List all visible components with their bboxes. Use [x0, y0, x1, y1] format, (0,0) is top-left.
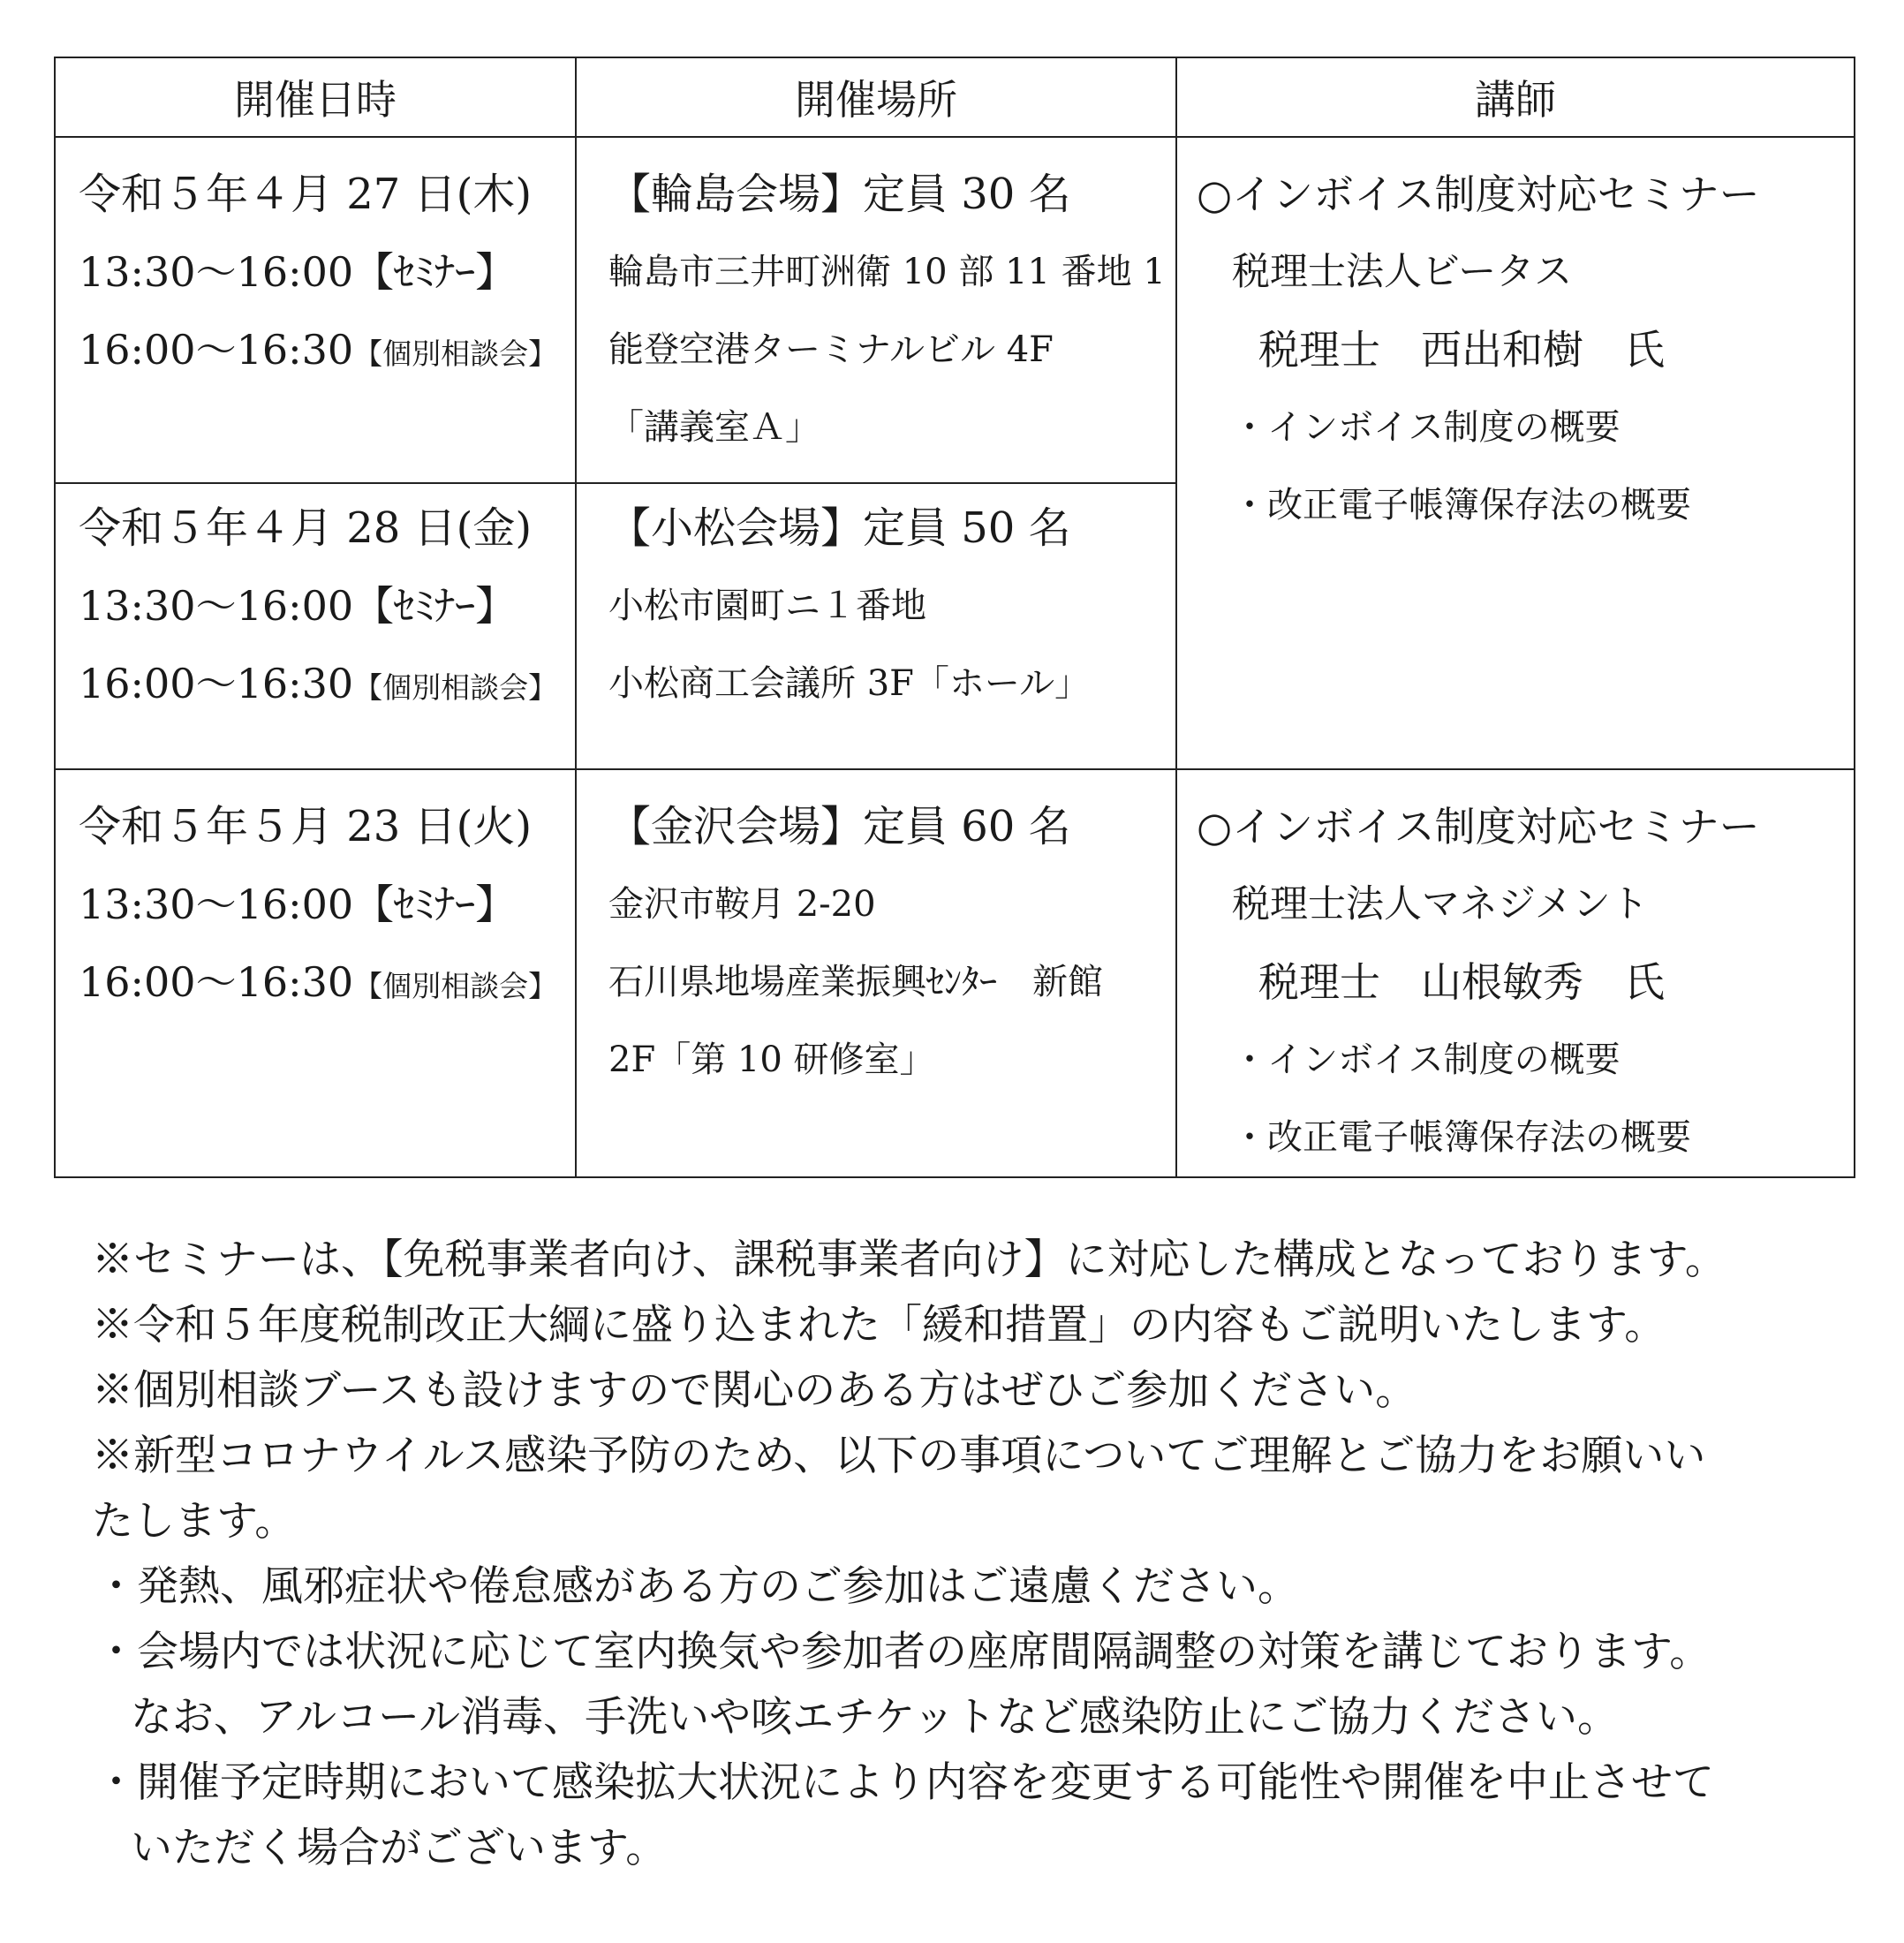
session-date: 令和５年４月 27 日(木)	[79, 170, 533, 219]
lecturer-firm: 税理士法人マネジメント	[1232, 882, 1649, 926]
seminar-time-line	[79, 233, 575, 311]
note-line: ※新型コロナウイルス感染予防のため、以下の事項についてご理解とご協力をお願いい	[92, 1432, 1706, 1480]
venue-building: 石川県地場産業振興ｾﾝﾀｰ 新館	[608, 962, 1103, 1002]
consult-time-line	[79, 645, 575, 722]
topic-item: ・インボイス制度の概要	[1232, 407, 1621, 448]
venue-cell	[576, 137, 1176, 483]
topic-item: ・改正電子帳簿保存法の概要	[1232, 1117, 1691, 1158]
seminar-tag: 【ｾﾐﾅｰ】	[353, 881, 517, 928]
seminar-time: 13:30～16:00	[79, 582, 354, 630]
header-lecturer: 講師	[1176, 57, 1855, 137]
seminar-time: 13:30～16:00	[79, 248, 354, 296]
note-line: ※個別相談ブースも設けますので関心のある方はぜひご参加ください。	[92, 1366, 1417, 1415]
venue-title: 【輪島会場】定員 30 名	[608, 170, 1071, 219]
notes-section	[92, 1228, 1849, 1881]
venue-title: 【小松会場】定員 50 名	[608, 503, 1071, 553]
table-row	[55, 137, 1855, 483]
note-bullet: ・発熱、風邪症状や倦怠感がある方のご参加はご遠慮ください。	[95, 1562, 1299, 1611]
seminar-name: ○インボイス制度対応セミナー	[1197, 803, 1760, 851]
venue-cell	[576, 483, 1176, 769]
seminar-tag: 【ｾﾐﾅｰ】	[353, 582, 517, 630]
venue-address: 輪島市三井町洲衛 10 部 11 番地 1	[608, 252, 1166, 292]
table-header-row	[55, 57, 1855, 137]
schedule-table	[54, 57, 1855, 1178]
lecturer-cell	[1176, 137, 1855, 769]
consult-tag: 【個別相談会】	[353, 670, 558, 705]
consult-time-line	[79, 311, 575, 389]
seminar-time-line	[79, 866, 575, 943]
lecturer-firm: 税理士法人ビータス	[1232, 250, 1573, 294]
seminar-name: ○インボイス制度対応セミナー	[1197, 170, 1760, 218]
note-line: ※セミナーは、【免税事業者向け、課税事業者向け】に対応した構成となっております。	[92, 1236, 1726, 1284]
consult-time-line	[79, 943, 575, 1021]
session-date: 令和５年４月 28 日(金)	[79, 503, 533, 553]
venue-cell	[576, 769, 1176, 1177]
datetime-cell	[55, 483, 576, 769]
table-row	[55, 769, 1855, 1177]
consult-time: 16:00～16:30	[79, 958, 354, 1006]
note-line: いただく場合がございます。	[131, 1824, 668, 1872]
venue-building: 小松商工会議所 3F「ホール」	[608, 663, 1091, 704]
lecturer-cell	[1176, 769, 1855, 1177]
venue-title: 【金沢会場】定員 60 名	[608, 802, 1071, 851]
topic-item: ・インボイス制度の概要	[1232, 1040, 1621, 1080]
seminar-time: 13:30～16:00	[79, 881, 354, 928]
note-bullet: ・会場内では状況に応じて室内換気や参加者の座席間隔調整の対策を講じております。	[95, 1628, 1711, 1676]
venue-address: 金沢市鞍月 2-20	[608, 884, 876, 925]
header-venue: 開催場所	[576, 57, 1176, 137]
datetime-cell	[55, 137, 576, 483]
venue-address: 小松市園町ニ１番地	[608, 586, 926, 626]
venue-room: 2F「第 10 研修室」	[608, 1040, 935, 1080]
note-line: ※令和５年度税制改正大綱に盛り込まれた「緩和措置」の内容もご説明いたします。	[92, 1301, 1666, 1350]
consult-time: 16:00～16:30	[79, 326, 354, 374]
session-date: 令和５年５月 23 日(火)	[79, 802, 533, 851]
venue-room: 「講義室Ａ」	[608, 407, 820, 448]
note-bullet: ・開催予定時期において感染拡大状況により内容を変更する可能性や開催を中止させて	[95, 1758, 1714, 1807]
note-line: なお、アルコール消毒、手洗いや咳エチケットなど感染防止にご協力ください。	[131, 1693, 1619, 1742]
venue-building: 能登空港ターミナルビル 4F	[608, 329, 1054, 370]
datetime-cell	[55, 769, 576, 1177]
seminar-time-line	[79, 567, 575, 645]
consult-tag: 【個別相談会】	[353, 969, 558, 1003]
note-line: たします。	[92, 1497, 297, 1546]
consult-tag: 【個別相談会】	[353, 336, 558, 371]
seminar-tag: 【ｾﾐﾅｰ】	[353, 248, 517, 296]
lecturer-name: 税理士 山根敏秀 氏	[1258, 958, 1665, 1006]
header-datetime: 開催日時	[55, 57, 576, 137]
lecturer-name: 税理士 西出和樹 氏	[1258, 326, 1665, 374]
consult-time: 16:00～16:30	[79, 660, 354, 707]
topic-item: ・改正電子帳簿保存法の概要	[1232, 485, 1691, 525]
